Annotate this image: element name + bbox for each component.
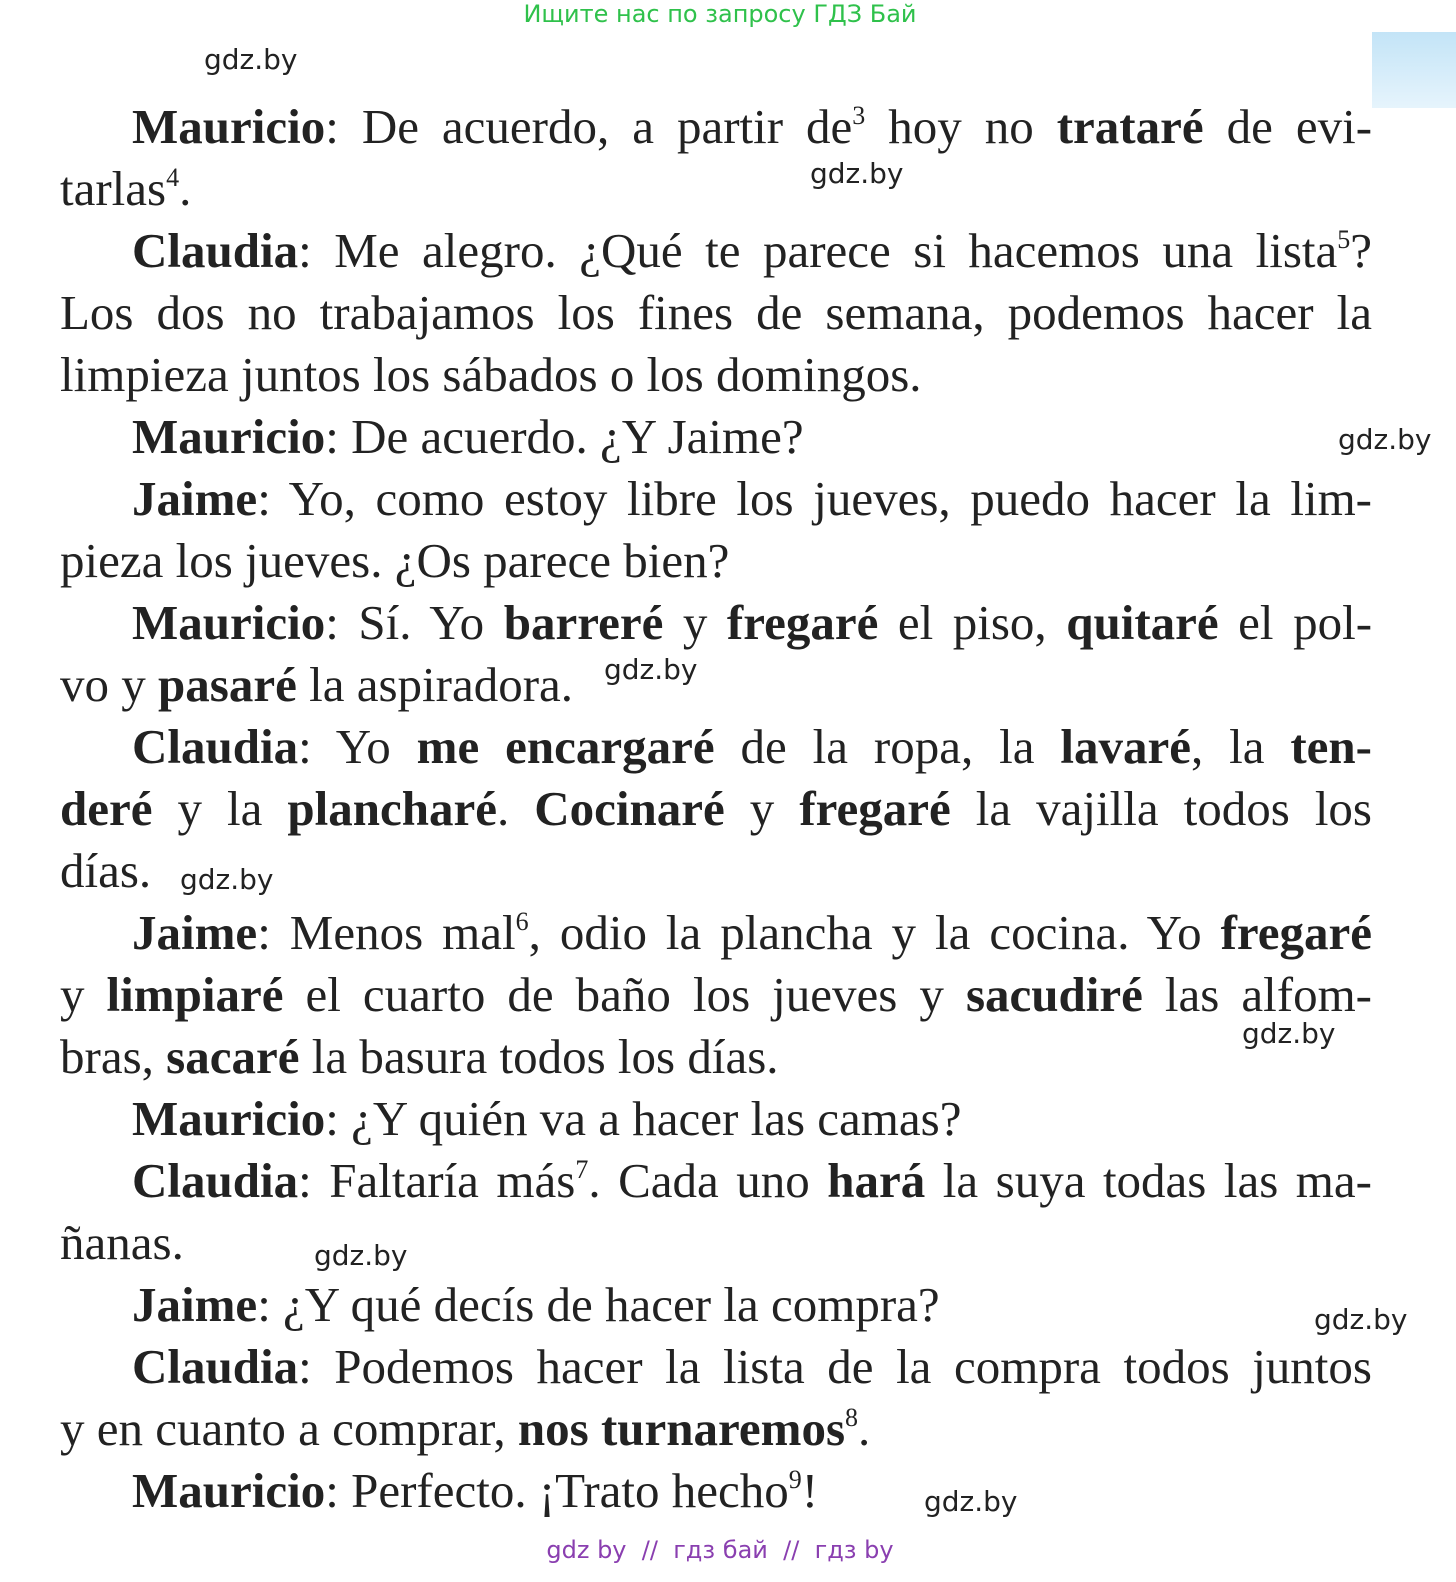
line-text: de la ropa, la [714, 719, 1061, 774]
line-text: : Me alegro. ¿Qué te parece si hacemos una lista [298, 223, 1338, 278]
dialogue-line [60, 964, 1372, 1026]
line-text: , la [1190, 719, 1291, 774]
dialogue-line [60, 282, 1372, 344]
dialogue-line [60, 530, 1372, 592]
speaker-name: Claudia [132, 1339, 299, 1394]
verb-highlight: plancharé [287, 781, 498, 836]
dialogue-line [60, 1336, 1372, 1398]
verb-highlight: hará [827, 1153, 926, 1208]
watermark: gdz.by [204, 43, 298, 76]
dialogue-line [60, 840, 1372, 902]
dialogue-line [60, 654, 1372, 716]
line-text: : De acuerdo. ¿Y Jaime? [325, 409, 804, 464]
line-text: : Sí. Yo [325, 595, 504, 650]
speaker-name: Jaime [132, 905, 258, 960]
dialogue-line [60, 1088, 1372, 1150]
dialogue-line [60, 406, 1372, 468]
dialogue-line [60, 1274, 1372, 1336]
verb-highlight: fregaré [726, 595, 879, 650]
footnote-marker: 5 [1337, 224, 1351, 254]
dialogue-line [60, 158, 1372, 220]
dialogue-line [60, 220, 1372, 282]
verb-highlight: limpiaré [106, 967, 284, 1022]
line-text: ñanas. [60, 1215, 184, 1270]
dialogue-line [60, 344, 1372, 406]
dialogue-line [60, 468, 1372, 530]
line-text: : Podemos hacer la lista de la compra todos juntos [298, 1339, 1372, 1394]
line-text: Los dos no trabajamos los fines de semana, podemos hacer la [60, 285, 1372, 340]
dialogue-line [60, 1212, 1372, 1274]
line-text: el piso, [878, 595, 1067, 650]
line-text: la aspiradora. [296, 657, 574, 712]
line-text: ? [1350, 223, 1372, 278]
line-text: días. [60, 843, 152, 898]
line-text: bras, [60, 1029, 167, 1084]
line-text: : Yo [298, 719, 417, 774]
line-text: de evi- [1203, 99, 1373, 154]
watermark: gdz.by [1338, 423, 1432, 456]
footnote-marker: 7 [575, 1154, 589, 1184]
watermark: gdz.by [810, 157, 904, 190]
verb-highlight: fregaré [799, 781, 951, 836]
speaker-name: Claudia [132, 719, 299, 774]
verb-highlight: trataré [1056, 99, 1204, 154]
line-text: tarlas [60, 161, 167, 216]
line-text: vo y [60, 657, 158, 712]
verb-highlight: barreré [503, 595, 664, 650]
line-text: el cuarto de baño los jueves y [283, 967, 966, 1022]
line-text: . [497, 781, 535, 836]
line-text: y [60, 967, 107, 1022]
top-banner: Ищите нас по запросу ГДЗ Бай [523, 0, 917, 28]
line-text: : Perfecto. ¡Trato hecho [325, 1463, 789, 1518]
line-text: y [663, 595, 727, 650]
line-text: la suya todas las ma- [925, 1153, 1372, 1208]
speaker-name: Mauricio [132, 409, 326, 464]
line-text: : Menos mal [257, 905, 516, 960]
watermark: gdz.by [604, 653, 698, 686]
footnote-marker: 4 [166, 162, 180, 192]
line-text: la vajilla todos los [950, 781, 1372, 836]
verb-highlight: nos turnaremos [517, 1401, 846, 1456]
dialogue-line [60, 716, 1372, 778]
dialogue-line [60, 778, 1372, 840]
corner-tab [1372, 32, 1456, 108]
verb-highlight: pasaré [158, 657, 297, 712]
verb-highlight: sacaré [166, 1029, 300, 1084]
dialogue-line [60, 1398, 1372, 1460]
watermark: gdz.by [924, 1485, 1018, 1518]
dialogue-text [60, 96, 1372, 1522]
verb-highlight: fregaré [1220, 905, 1372, 960]
line-text: : Faltaría más [298, 1153, 576, 1208]
line-text: hoy no [865, 99, 1057, 154]
dialogue-line [60, 1460, 1372, 1522]
verb-highlight: ten- [1290, 719, 1372, 774]
watermark: gdz.by [314, 1239, 408, 1272]
speaker-name: Mauricio [132, 1091, 326, 1146]
line-text: . [179, 161, 192, 216]
speaker-name: Claudia [132, 223, 299, 278]
line-text: limpieza juntos los sábados o los domingos. [60, 347, 922, 402]
line-text: y en cuanto a comprar, [60, 1401, 518, 1456]
line-text: pieza los jueves. ¿Os parece bien? [60, 533, 730, 588]
line-text: . Cada uno [588, 1153, 828, 1208]
line-text: las alfom- [1142, 967, 1372, 1022]
dialogue-line [60, 96, 1372, 158]
watermark: gdz.by [180, 863, 274, 896]
line-text: y [724, 781, 800, 836]
footnote-marker: 9 [788, 1464, 802, 1494]
speaker-name: Jaime [132, 471, 258, 526]
dialogue-line [60, 592, 1372, 654]
dialogue-line [60, 902, 1372, 964]
line-text: y la [152, 781, 288, 836]
watermark: gdz.by [1242, 1017, 1336, 1050]
verb-highlight: sacudiré [965, 967, 1143, 1022]
line-text: , odio la plancha y la cocina. Yo [528, 905, 1221, 960]
line-text: la basura todos los días. [299, 1029, 779, 1084]
line-text: : ¿Y qué decís de hacer la compra? [257, 1277, 940, 1332]
footer-banner: gdz by // гдз бай // гдз by [546, 1536, 894, 1564]
verb-highlight: lavaré [1060, 719, 1191, 774]
speaker-name: Mauricio [132, 595, 326, 650]
speaker-name: Jaime [132, 1277, 258, 1332]
speaker-name: Mauricio [132, 1463, 326, 1518]
footnote-marker: 3 [852, 100, 866, 130]
dialogue-line [60, 1150, 1372, 1212]
verb-highlight: deré [60, 781, 153, 836]
verb-highlight: me encargaré [416, 719, 715, 774]
line-text: el pol- [1218, 595, 1373, 650]
verb-highlight: quitaré [1066, 595, 1219, 650]
line-text: : De acuerdo, a partir de [325, 99, 853, 154]
speaker-name: Mauricio [132, 99, 326, 154]
verb-highlight: Cocinaré [534, 781, 725, 836]
line-text: . [858, 1401, 871, 1456]
dialogue-line [60, 1026, 1372, 1088]
line-text: : Yo, como estoy libre los jueves, puedo hacer la lim- [257, 471, 1372, 526]
speaker-name: Claudia [132, 1153, 299, 1208]
watermark: gdz.by [1314, 1303, 1408, 1336]
footnote-marker: 8 [845, 1402, 859, 1432]
line-text: ! [801, 1463, 819, 1518]
line-text: : ¿Y quién va a hacer las camas? [325, 1091, 962, 1146]
footnote-marker: 6 [515, 906, 529, 936]
